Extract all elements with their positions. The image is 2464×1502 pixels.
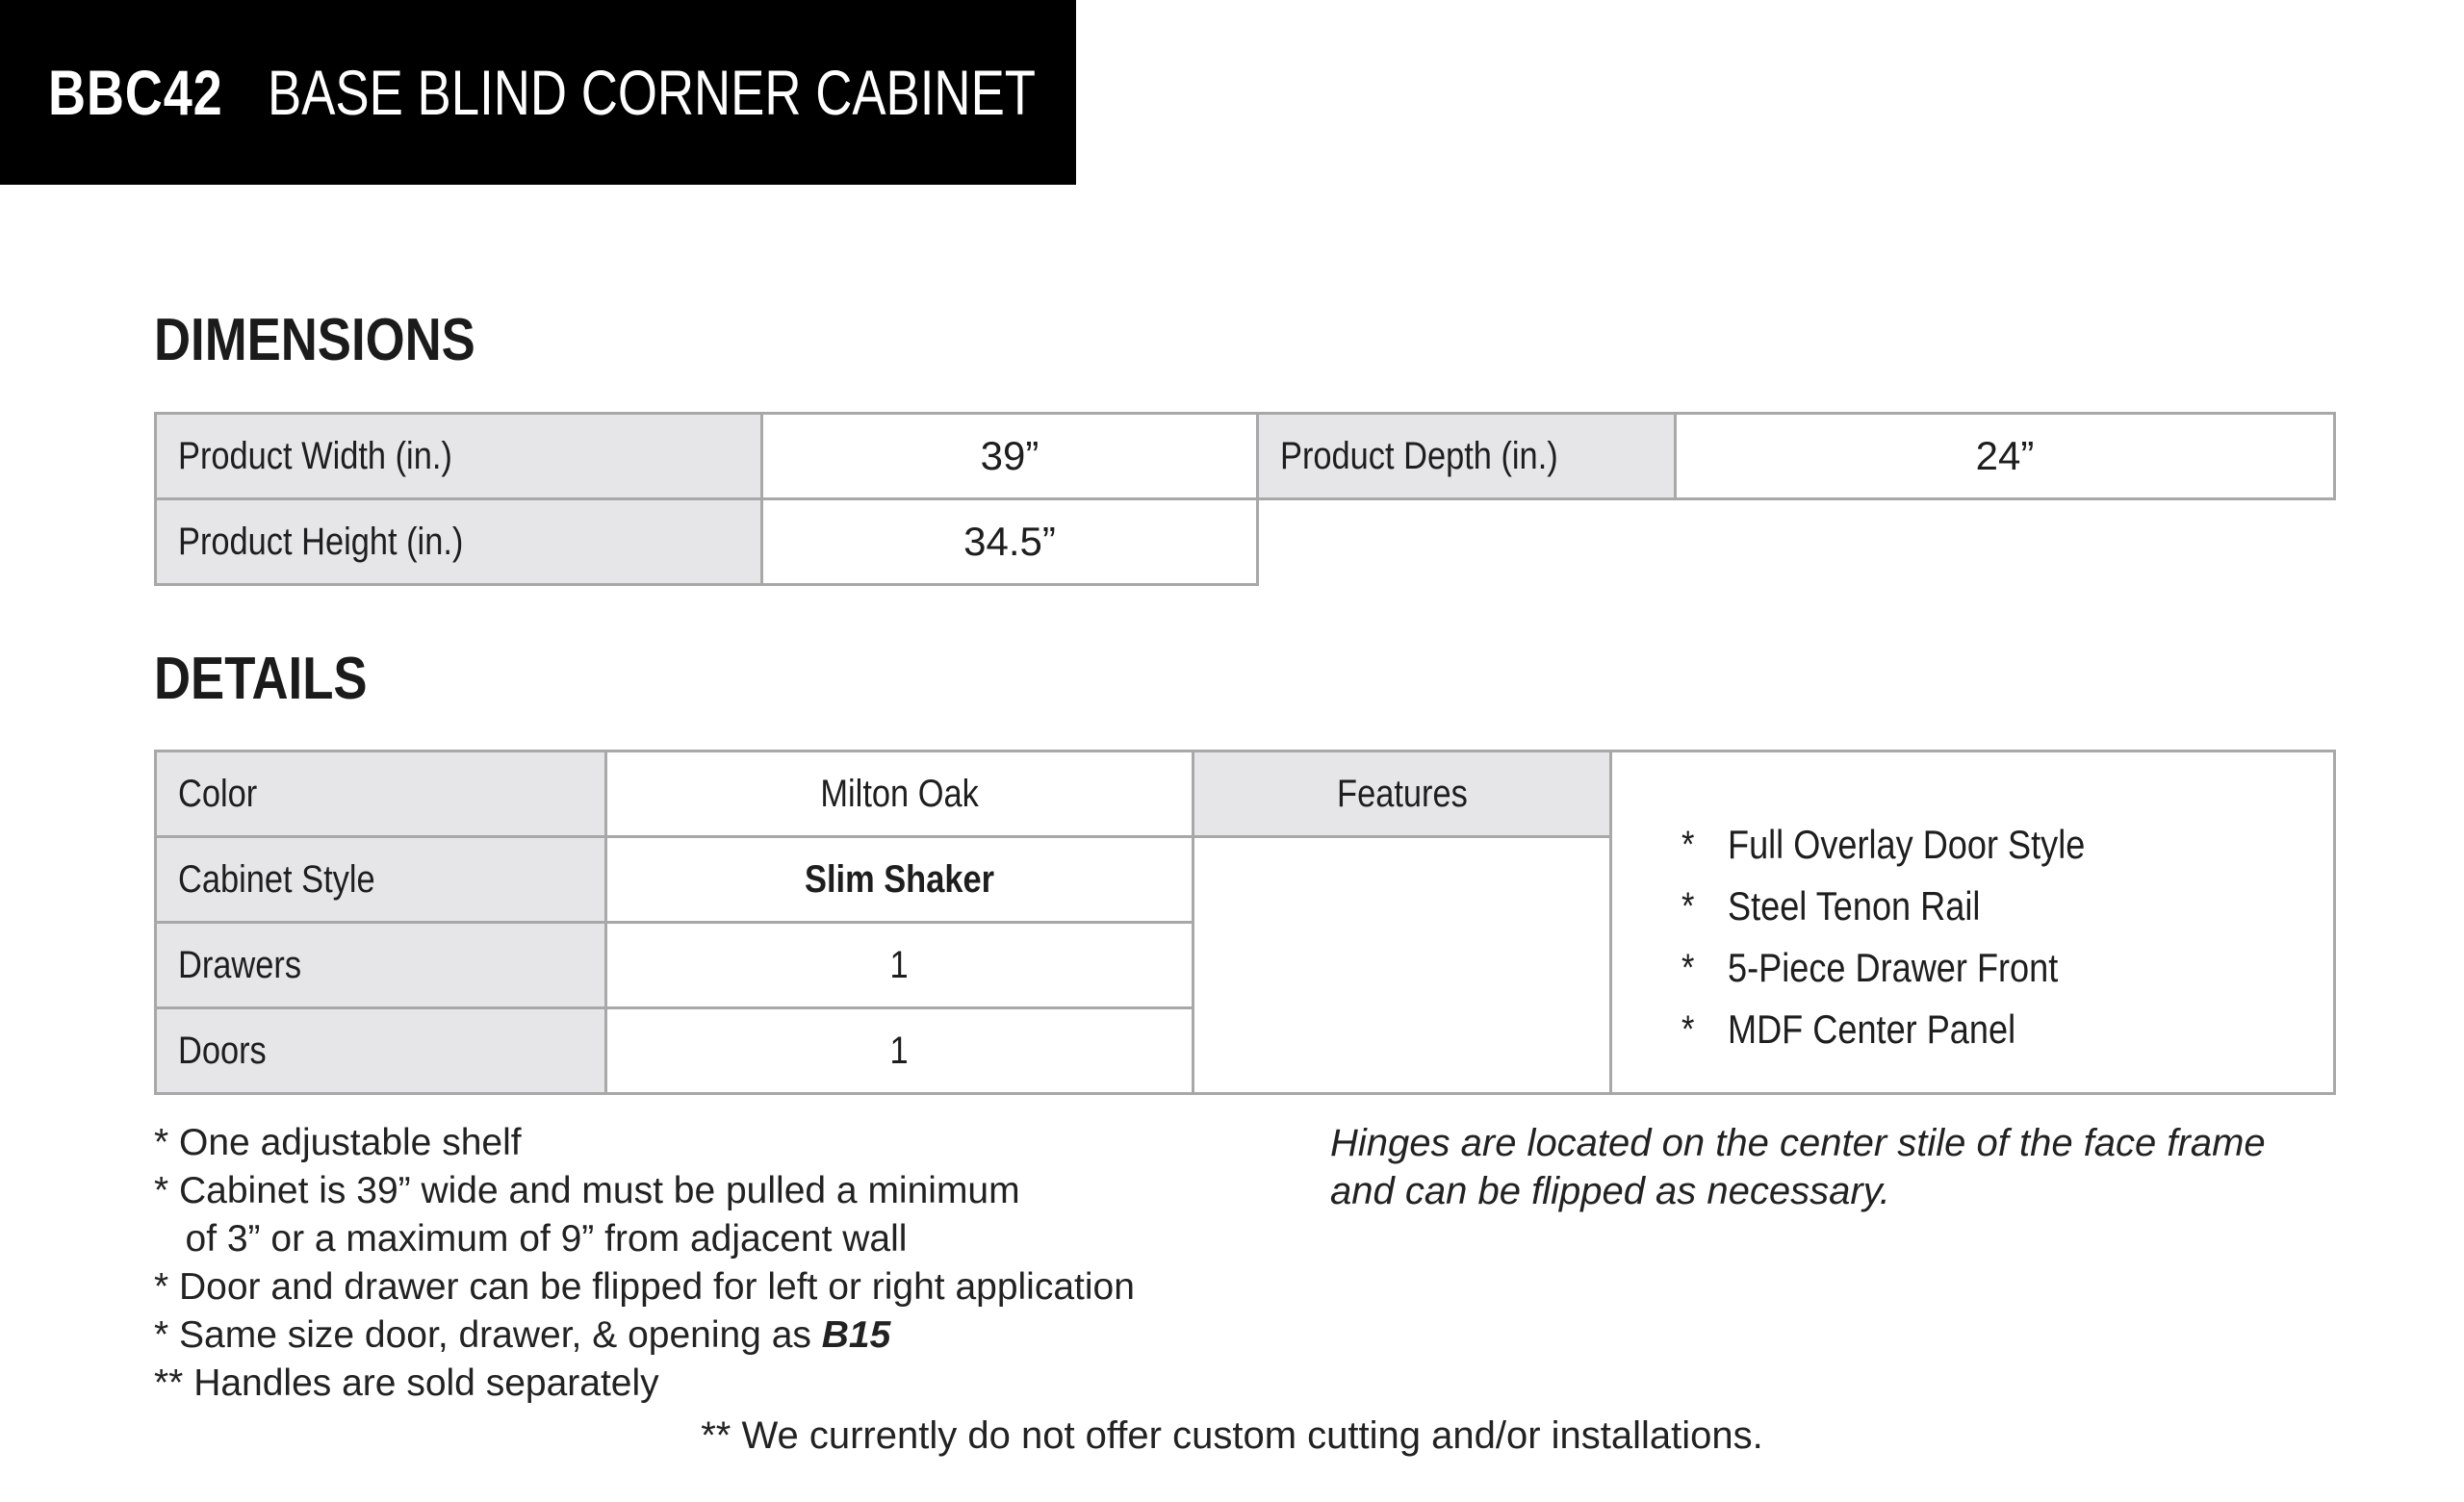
- color-label: Color: [156, 751, 606, 837]
- note-line: * One adjustable shelf: [154, 1122, 522, 1163]
- product-code: BBC42: [48, 57, 223, 128]
- drawers-value: 1: [606, 923, 1194, 1008]
- color-value: Milton Oak: [606, 751, 1194, 837]
- features-label: Features: [1194, 751, 1611, 837]
- list-item: * Full Overlay Door Style: [1681, 821, 2086, 867]
- cabinet-style-label: Cabinet Style: [156, 837, 606, 923]
- features-spacer: [1194, 837, 1611, 1094]
- note-line: * Same size door, drawer, & opening as B15: [154, 1314, 891, 1356]
- note-line: of 3” or a maximum of 9” from adjacent wall: [154, 1218, 908, 1260]
- height-value: 34.5”: [762, 499, 1258, 585]
- title-bar: [0, 0, 1076, 185]
- width-value: 39”: [762, 414, 1258, 499]
- footer-note: ** We currently do not offer custom cutting and/or installations.: [701, 1414, 1763, 1457]
- note-line: * Door and drawer can be flipped for left or right application: [154, 1266, 1135, 1308]
- hinge-note: Hinges are located on the center stile of the face frame and can be flipped as necessary.: [1330, 1122, 2266, 1212]
- drawers-label: Drawers: [156, 923, 606, 1008]
- list-item: * Steel Tenon Rail: [1681, 882, 1981, 929]
- list-item: * 5-Piece Drawer Front: [1681, 944, 2059, 990]
- doors-value: 1: [606, 1008, 1194, 1094]
- width-label: Product Width (in.): [156, 414, 762, 499]
- product-name: BASE BLIND CORNER CABINET: [268, 57, 1037, 128]
- depth-label: Product Depth (in.): [1258, 414, 1676, 499]
- depth-value: 24”: [1676, 414, 2335, 499]
- note-line: ** Handles are sold separately: [154, 1362, 659, 1404]
- table-row: [156, 414, 2335, 499]
- details-table: [154, 750, 2336, 1095]
- table-row: [156, 751, 2335, 837]
- note-line: * Cabinet is 39” wide and must be pulled a minimum: [154, 1170, 1020, 1211]
- notes-list: [154, 1119, 1135, 1408]
- height-label: Product Height (in.): [156, 499, 762, 585]
- cabinet-style-value: Slim Shaker: [606, 837, 1194, 923]
- dimensions-heading: DIMENSIONS: [154, 307, 475, 373]
- reference-code: B15: [821, 1314, 891, 1356]
- features-list: [1611, 751, 2335, 1094]
- doors-label: Doors: [156, 1008, 606, 1094]
- table-row: [156, 499, 2335, 585]
- list-item: * MDF Center Panel: [1681, 1006, 2016, 1052]
- dimensions-table: [154, 412, 2336, 586]
- details-heading: DETAILS: [154, 646, 368, 712]
